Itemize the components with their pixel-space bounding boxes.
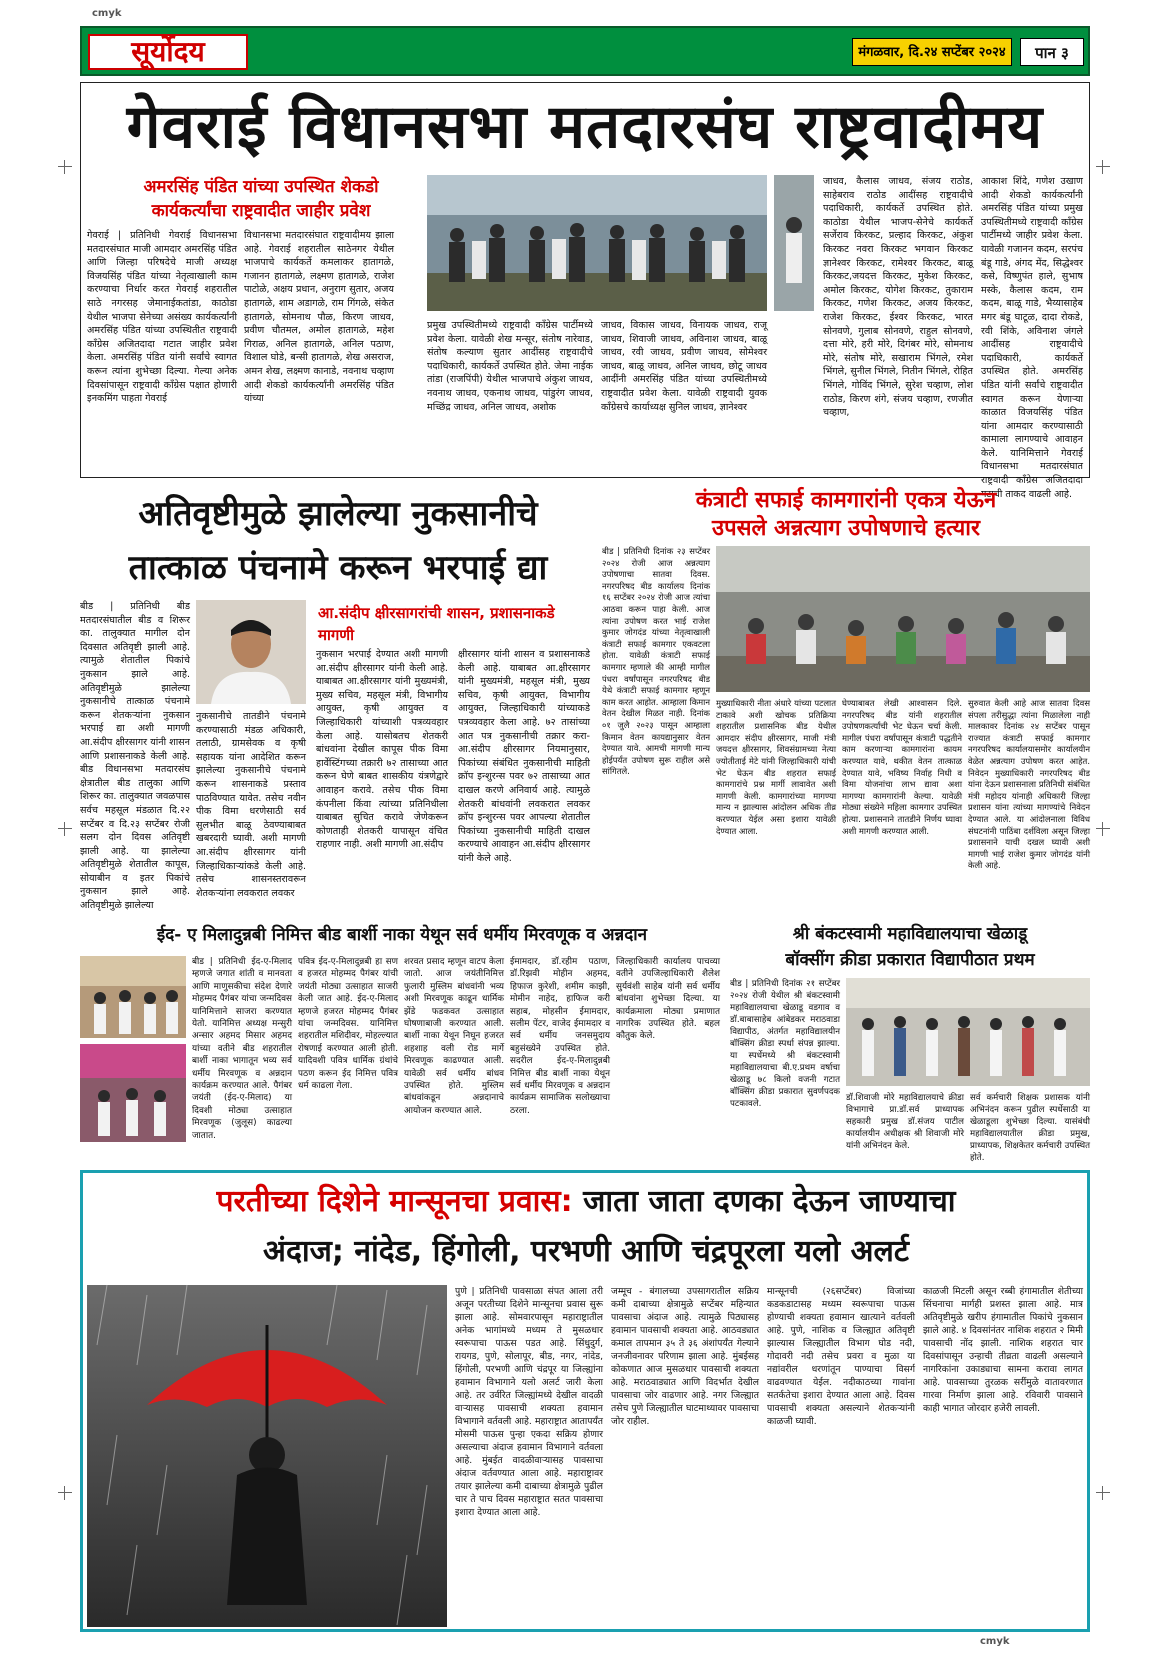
registration-mark-bottom: cmyk — [980, 1636, 1010, 1647]
crop-mark-icon — [1096, 1486, 1110, 1500]
photo-red-umbrella-rain — [87, 1285, 447, 1627]
subhead: आ.संदीप क्षीरसागरांची शासन, प्रशासनाकडे मागणी — [318, 604, 555, 644]
headline-part2: जाता जाता दणका देऊन जाण्याचा — [583, 1184, 956, 1219]
photo-college-felicitation — [846, 978, 1090, 1086]
article-column: शरवत प्रसाद म्हणून वाटप केला जातो. आज जयंतीनिमित्त फुलारी मुस्लिम बांधवांनी भव्य अशी मिरवणूक काढून धार्मिक झेंडे फडकवत उत्साहात घोषणाबाजी करण्यात आली. बार्शी नाका येथून निघून हजरत शहशाह वली रोड मार्गे मिरवणूक काढण्यात आली. यावेळी सर्व धर्मीय बांधव उपस्थित होते. मुस्लिम बांधवांकडून अन्नदानाचे आयोजन करण्यात आले. — [404, 957, 504, 1116]
headline: ईद- ए मिलादुन्नबी निमित्त बीड बार्शी नाका येथून सर्व धर्मीय मिरवणूक व अन्नदान — [156, 925, 648, 945]
photo-eid-1 — [80, 956, 186, 1038]
story-geverai — [80, 82, 1090, 500]
headline-line2: बॉक्सींग क्रीडा प्रकारात विद्यापीठात प्रथम — [785, 950, 1035, 970]
article-column: सर्व कर्मचारी शिक्षक प्रशासक यांनी अभिनंदन करून पुढील स्पर्धेसाठी या खेळाडूला शुभेच्छा दिल्या. यासंबंधी महाविद्यालयातील क्रीडा प्रमुख, प्राध्यापक, शिक्षकेतर कर्मचारी उपस्थित होते. — [970, 1093, 1090, 1163]
story-sanitation-workers — [602, 486, 1090, 914]
headline-line1: अतिवृष्टीमुळे झालेल्या नुकसानीचे — [138, 494, 538, 534]
article-column: पुणे | प्रतिनिधी पावसाळा संपत आला तरी अजून परतीच्या दिशेने मान्सूनचा प्रवास सुरू झाला आहे. सोमवारपासून महाराष्ट्रातील अनेक भागांमध्ये मध्यम ते मुसळधार स्वरूपाचा पाऊस पडत आहे. सिंधुदुर्ग, रायगड, पुणे, सोलापूर, बीड, नगर, नांदेड, हिंगोली, परभणी आणि चंद्रपूर या जिल्ह्यांना हवामान विभागाने यलो अलर्ट जारी केला आहे. तर उर्वरित जिल्ह्यांमध्ये देखील वादळी वाऱ्यासह पावसाची शक्यता हवामान विभागाने वर्तवली आहे. महाराष्ट्रात आतापर्यंत मोसमी पाऊस पुन्हा एकदा सक्रिय होणार असल्याचा अंदाज हवामान विभागाने वर्तवला आहे. मुंबईत वादळीवाऱ्यासह पावसाचा अंदाज वर्तवण्यात आला आहे. महाराष्ट्रावर तयार झालेल्या कमी दाबाच्या क्षेत्रामुळे पुढील चार ते पाच दिवस महाराष्ट्रात सतत पावसाचा इशारा देण्यात आला आहे. — [455, 1286, 603, 1518]
newspaper-logo: सूर्योदय — [88, 34, 248, 70]
headline-line1: श्री बंकटस्वामी महाविद्यालयाचा खेळाडू — [792, 924, 1028, 944]
article-column: आकाश शिंदे, गणेश उखाण आदी शेकडो कार्यकर्त्यांनी अमरसिंह पंडित यांच्या प्रमुख उपस्थितीमध्ये राष्ट्रवादी कॉंग्रेस पार्टीमध्ये जाहीर प्रवेश केला. यावेळी गजानन कदम, सरपंच बंडू गाडे, अंगद मेंद, सिद्धेश्वर कसे, विष्णुपंत हाले, सुभाष मस्के, कैलास कदम, राम कदम, बाळू गाडे, भैय्यासाहेब मगर बंडू घाटूळ, दादा रोकडे, रवी शिंके, अविनाश जंगले आदींसह राष्ट्रवादीचे पदाधिकारी, कार्यकर्ते उपस्थित होते. अमरसिंह पंडित यांनी सर्वांचे राष्ट्रवादीत स्वागत करून येणाऱ्या काळात विजयसिंह पंडित यांना आमदार करण्यासाठी कामाला लागण्याचे आवाहन केले. यानिमित्ताने गेवराई विधानसभा मतदारसंघात राष्ट्रवादी कॉंग्रेस अजितदादा गटाची ताकद वाढली आहे. — [981, 176, 1083, 500]
article-column: जाधव, विकास जाधव, विनायक जाधव, राजू जाधव, शिवाजी जाधव, अविनाश जाधव, बाळू जाधव, रवी जाधव, प्रवीण जाधव, सोमेश्वर जाधव, बाळू जाधव, अनिल जाधव, छोटू जाधव आदींनी अमरसिंह पंडित यांच्या उपस्थितीमध्ये राष्ट्रवादीत प्रवेश केला. यावेळी राष्ट्रवादी युवक कॉंग्रेसचे कार्याध्यक्ष सुनिल जाधव, ज्ञानेश्वर — [601, 320, 767, 413]
photo-mla-sandeep — [196, 600, 306, 704]
article-column: जम्मूच - बंगालच्या उपसागरातील सक्रिय कमी दाबाच्या क्षेत्रामुळे सप्टेंबर महिन्यात पावसाचा अंदाज आहे. त्यामुळे पिठ्यासह हवामान पावसाची शक्यता आहे. आठवड्यात कमाल तापमान ३५ ते ३६ अंशांपर्यंत गेल्याने जनजीवनावर परिणाम झाला आहे. मुंबईसह कोकणात आज मुसळधार पावसाची शक्यता आहे. मराठवाड्यात आणि विदर्भात देखील पावसाचा जोर वाढणार आहे. नगर जिल्ह्यात तसेच पुणे जिल्ह्यातील घाटमाथ्यावर पावसाचा जोर राहील. — [611, 1286, 759, 1427]
story-monsoon-alert — [80, 1170, 1090, 1632]
article-column: विधानसभा मतदारसंघात राष्ट्रवादीमय झाला आहे. गेवराई शहरातील साठेनगर येथील भाजपाचे कार्यकर्ते कमलाकर हातागळे, गजानन हातागळे, लक्ष्मण हातागळे, राजेश पाटोळे, अक्षय प्रधान, अनुराग सुतार, अजय हातागळे, शाम अडागळे, राम गिंगळे, संकेत हातागळे, सोमनाथ पौळ, किरण जाधव, प्रवीण चौतमल, अमोल हातागळे, महेश गिराळ, अनिल हातागळे, अनिल पठाण, विशाल घोडे, बन्सी हातागळे, शेख असराज, अमन शेख, लक्ष्मण कानाडे, नवनाथ चव्हाण आदी शेकडो कार्यकर्त्यांनी अमरसिंह पंडित यांच्या — [244, 230, 394, 405]
article-column: प्रमुख उपस्थितीमध्ये राष्ट्रवादी कॉंग्रेस पार्टीमध्ये प्रवेश केला. यावेळी शेख मन्सूर, संतोष नारेवाड, संतोष कल्याण सुतार आदींसह राष्ट्रवादीचे पदाधिकारी, कार्यकर्ते उपस्थित होते. जेमा नाईक तांडा (राजपिंपी) येथील भाजपाचे अंकुश जाधव, नवनाथ जाधव, एकनाथ जाधव, पांडुरंग जाधव, मच्छिंद्र जाधव, अनिल जाधव, अशोक — [427, 320, 593, 413]
article-column: डॉ.शिवाजी मोरे महाविद्यालयाचे क्रीडा विभागाचे प्रा.डॉ.सर्व प्राध्यापक सहकारी प्रमुख डॉ.संजय पाटील कार्यालयीन अधीक्षक श्री शिवाजी मोरे यांनी अभिनंदन केले. — [846, 1093, 964, 1151]
photo-strip — [774, 175, 814, 311]
headline-part1: परतीच्या दिशेने मान्सूनचा प्रवास: — [216, 1184, 573, 1219]
headline-line1: कंत्राटी सफाई कामगारांनी एकत्र येऊन — [695, 488, 997, 513]
article-column: घेण्याबाबत लेखी आश्वासन दिले. नगरपरिषद बीड यांनी शहरातील उपोषणकर्त्यांची भेट घेऊन चर्चा केली. मागील पंधरा वर्षांपासून कंत्राटी पद्धतीने काम करणाऱ्या कामगारांना कायम करण्यात यावे, थकीत वेतन तात्काळ देण्यात यावे, भविष्य निर्वाह निधी व विमा योजनांचा लाभ द्यावा अशा मागण्या कामगारांनी केल्या. यावेळी मोठ्या संख्येने महिला कामगार उपस्थित होत्या. प्रशासनाने तातडीने निर्णय घ्यावा अशी मागणी करण्यात आली. — [842, 698, 962, 836]
article-column: सुरुवात केली आहे आज सातवा दिवस संपला तरीसुद्धा त्यांना मिळालेला नाही मालकावर दिनांक २४ सप्टेंबर पासून राज्यात कंत्राटी सफाई कामगार नगरपरिषद कार्यालयासमोर कार्यालयीन वेळेत अन्नत्याग उपोषण करत आहेत. निवेदन मुख्याधिकारी नगरपरिषद बीड यांना देऊन प्रशासनाला प्रतिनिधी संबंधित मंत्री महोदय यांनाही अधिकारी जिल्हा प्रशासन यांना त्यांच्या मागण्यांचे निवेदन देण्यात आले. या आंदोलनाला विविध संघटनांनी पाठिंबा दर्शविला असून जिल्हा प्रशासनाने याची दखल घ्यावी अशी मागणी भाई राजेश कुमार जोगदंड यांनी केली आहे. — [968, 698, 1090, 871]
headline: गेवराई विधानसभा मतदारसंघ राष्ट्रवादीमय — [126, 92, 1044, 162]
photo-eid-2 — [80, 1044, 186, 1142]
page-number: पान ३ — [1020, 38, 1084, 66]
headline-line2: तात्काळ पंचनामे करून भरपाई द्या — [128, 548, 548, 588]
subhead-line2: कार्यकर्त्यांचा राष्ट्रवादीत जाहीर प्रवेश — [151, 201, 371, 221]
crop-mark-icon — [58, 1486, 72, 1500]
crop-mark-icon — [1096, 160, 1110, 174]
article-column: बीड | प्रतिनिधी दिनांक २१ सप्टेंबर २०२४ रोजी येथील श्री बंकटस्वामी महाविद्यालयाचा खेळाडू वडगाव व डॉ.बाबासाहेब आंबेडकर मराठवाडा विद्यापीठ, अंतर्गत महाविद्यालयीन बॉक्सिंग क्रीडा स्पर्धा संपन्न झाल्या. या स्पर्धेमध्ये श्री बंकटस्वामी महाविद्यालयाचा बी.ए.प्रथम वर्षाचा खेळाडू ७८ किलो वजनी गटात बॉक्सिंग क्रीडा प्रकारात सुवर्णपदक पटकावले. — [730, 979, 840, 1109]
article-column: ईमामदार, डॉ.रहीम पठाण, डॉ.रिझवी मोहीन अहमद, हिफाज कुरेशी, शमीम काझी, मोमीन नाहेद, हाफिज करी सहाब, मोहसीन ईमामदार, सलीम पेंटर, वाजेद ईमामदार व सर्व धर्मीय जनसमुदाय बहुसंख्येने उपस्थित होते. सदरील ईद-ए-मिलादुन्नबी निमित्त बीड बार्शी नाका येथून सर्व धर्मीय मिरवणूक व अन्नदान कार्यक्रम सामाजिक सलोख्याचा ठरला. — [510, 957, 610, 1116]
photo-hunger-strike — [716, 546, 1090, 692]
registration-mark-top: cmyk — [92, 8, 122, 19]
article-column: बीड | प्रतिनिधी दिनांक २३ सप्टेंबर २०२४ रोजी आज अन्नत्याग उपोषणाचा सातवा दिवस. नगरपरिषद बीड कार्यालय दिनांक १६ सप्टेंबर २०२४ रोजी आज त्यांचा आठवा करून पाहा केली. आज त्यांना उपोषण करत भाई राजेश कुमार जोगदंड यांच्या नेतृत्वाखाली कंत्राटी सफाई कामगार एकवटला होता. यावेळी कंत्राटी सफाई कामगार म्हणाले की आम्ही मागील पंधरा वर्षांपासून नगरपरिषद बीड येथे कंत्राटी सफाई कामगार म्हणून काम करत आहोत. आम्हाला किमान वेतन देखील मिळत नाही. दिनांक ०१ जुलै २०२३ पासून आम्हाला किमान वेतन कायद्यानुसार वेतन देण्यात यावे. आमची मागणी मान्य होईपर्यंत उपोषण सुरू राहील असे सांगितले. — [602, 546, 710, 777]
crop-mark-icon — [58, 822, 72, 836]
article-column: काळजी मिटली असून रब्बी हंगामातील शेतीच्या सिंचनाचा मार्गही प्रशस्त झाला आहे. मात्र अतिवृष्टीमुळे खरीप हंगामातील पिकांचे नुकसान झाले आहे. ४ दिवसांनंतर नाशिक शहरात २ मिमी पावसाची नोंद झाली. नाशिक शहरात चार दिवसांपासून उन्हाची तीव्रता वाढली असल्याने नागरिकांना उकाड्याचा सामना करावा लागत आहे. पावसाच्या तुरळक सरींमुळे वातावरणात गारवा निर्माण झाला आहे. रविवारी पावसाने काही भागात जोरदार हजेरी लावली. — [923, 1286, 1083, 1414]
article-column: मुख्याधिकारी नीता अंधारे यांच्या पटलात टाकावे अशी खोचक प्रतिक्रिया शहरातील प्रशासनिक बीड येथील आमदार संदीप क्षीरसागर, माजी मंत्री जयदत्त क्षीरसागर, शिवसंग्रामच्या नेत्या ज्योतीताई मेटे यांनी जिल्हाधिकारी यांची भेट घेऊन बीड शहरात सफाई कामगारांचे प्रश्न मार्गी लावावेत अशी मागणी केली. कामगारांच्या मागण्या मान्य न झाल्यास आंदोलन अधिक तीव्र करण्यात येईल असा इशारा यावेळी देण्यात आला. — [716, 698, 836, 836]
photo-party-workers — [427, 175, 767, 311]
subhead-line1: अमरसिंह पंडित यांच्या उपस्थित शेकडो — [143, 177, 379, 197]
issue-date: मंगळवार, दि.२४ सप्टेंबर २०२४ — [852, 38, 1012, 66]
article-column: नुकसान भरपाई देण्यात अशी मागणी आ.संदीप क्षीरसागर यांनी केली आहे. याबाबत आ.क्षीरसागर यांनी मुख्यमंत्री, मुख्य सचिव, महसूल मंत्री, विभागीय आयुक्त, कृषी आयुक्त व जिल्हाधिकारी यांच्याशी पत्रव्यवहार केला आहे. यासोबतच शेतकरी बांधवांना देखील कापूस पीक विमा हार्वेस्टिंगच्या तक्रारी ७२ तासाच्या आत करून घेणे बाबत शासकीय यंत्रणेद्वारे आवाहन करावे. तसेच पीक विमा कंपनीला किंवा त्यांच्या प्रतिनिधीला याबाबत सुचित करावे जेणेकरून कोणताही शेतकरी यापासून वंचित राहणार नाही. अशी मागणी आ.संदीप — [316, 649, 448, 851]
article-column: पवित्र ईद-ए-मिलादुन्नबी हा सण व हजरत मोहम्मद पैगंबर यांची जयंती मोठ्या उत्साहात साजरी केली जात आहे. ईद-ए-मिलाद म्हणजे हजरत मोहम्मद पैगंबर यांचा जन्मदिवस. यानिमित्त शहरातील मशिदीवर, मोहल्ल्यात रोषणाई करण्यात आली होती. यादिवशी पवित्र धार्मिक ग्रंथांचे पठण करून ईद निमित्त पवित्र धर्म काढला गेला. — [298, 957, 398, 1092]
crop-mark-icon — [58, 160, 72, 174]
article-column: नुकसानीचे तातडीने पंचनामे करण्यासाठी मंडळ अधिकारी, तलाठी, ग्रामसेवक व कृषी सहायक यांना आदेशित करून झालेल्या नुकसानीचे पंचनामे करून शासनाकडे प्रस्ताव पाठविण्यात यावेत. तसेच नवीन पीक विमा धरणेसाठी सर्व सुलभीत बाळू ठेवण्याबाबत खबरदारी घ्यावी. अशी मागणी आ.संदीप क्षीरसागर यांनी जिल्हाधिकाऱ्यांकडे केली आहे. तसेच शासनस्तरावरून शेतकऱ्यांना लवकरात लवकर — [196, 711, 306, 899]
masthead — [80, 26, 1090, 76]
article-column: बीड | प्रतिनिधी बीड मतदारसंघातील बीड व शिरूर का. तालुक्यात मागील दोन दिवसात अतिवृष्टी झाली आहे. त्यामुळे शेतातील पिकांचे नुकसान झाले आहे. अतिवृष्टीमुळे झालेल्या नुकसानीचे तात्काळ पंचनामे करून शेतकऱ्यांना नुकसान भरपाई द्या अशी मागणी आ.संदीप क्षीरसागर यांनी शासन आणि प्रशासनाकडे केली आहे. बीड विधानसभा मतदारसंघ क्षेत्रातील बीड तालुका आणि शिरूर का. तालुक्यात जवळपास सर्वच महसूल मंडळात दि.२२ सप्टेंबर व दि.२३ सप्टेंबर रोजी सलग दोन दिवस अतिवृष्टी झाली आहे. या झालेल्या अतिवृष्टीमुळे शेतातील कापूस, सोयाबीन व इतर पिकांचे नुकसान झाले आहे. अतिवृष्टीमुळे झालेल्या — [80, 601, 190, 912]
article-column: मान्सूनची (२६सप्टेंबर) विजांच्या कडकडाटासह मध्यम स्वरूपाचा पाऊस होण्याची शक्यता हवामान खात्याने वर्तवली आहे. पुणे, नाशिक व जिल्ह्यात अतिवृष्टी झाल्यास जिल्ह्यातील विभाग घोड नदी, गोदावरी नदी तसेच प्रवरा व मुळा या नद्यांवरील धरणांतून पाण्याचा विसर्ग वाढवण्यात येईल. नदीकाठच्या गावांना सतर्कतेचा इशारा देण्यात आला आहे. दिवस पावसाची शक्यता असल्याने शेतकऱ्यांनी काळजी घ्यावी. — [767, 1286, 915, 1427]
article-column: बीड | प्रतिनिधी ईद-ए-मिलाद म्हणजे जगात शांती व मानवता आणि माणुसकीचा संदेश देणारे मोहम्मद पैगंबर यांचा जन्मदिवस यानिमित्ताने साजरा करण्यात येतो. यानिमित्त अध्यक्ष मन्सुरी अन्सार अहमद मिसार अहमद यांच्या वतीने बीड शहरातील बार्शी नाका भागातून भव्य सर्व धर्मीय मिरवणूक व अन्नदान कार्यक्रम करण्यात आले. पैगंबर जयंती (ईद-ए-मिलाद) या दिवशी मोठ्या उत्साहात मिरवणूक (जुलूस) काढल्या जातात. — [192, 957, 292, 1141]
article-column: क्षीरसागर यांनी शासन व प्रशासनाकडे केली आहे. याबाबत आ.क्षीरसागर यांनी मुख्यमंत्री, महसूल मंत्री, मुख्य सचिव, कृषी आयुक्त, विभागीय आयुक्त, जिल्हाधिकारी यांच्याकडे पत्रव्यवहार केला आहे. ७२ तासांच्या आत पत्र नुकसानीची तक्रार करा-आ.संदीप क्षीरसागर नियमानुसार, पिकांच्या संबंधित नुकसानीची माहिती क्रॉप इन्शुरन्स पवर ७२ तासाच्या आत दाखल करणे अनिवार्य आहे. त्यामुळे शेतकरी बांधवांनी लवकरात लवकर क्रॉप इन्शुरन्स पवर आपल्या शेतातील पिकांच्या नुकसानीची माहिती दाखल करण्याचे आवाहन आ.संदीप क्षीरसागर यांनी केले आहे. — [458, 649, 590, 864]
crop-mark-icon — [1096, 822, 1110, 836]
headline-line2: अंदाज; नांदेड, हिंगोली, परभणी आणि चंद्रपूरला यलो अलर्ट — [263, 1234, 909, 1269]
article-column: गेवराई | प्रतिनिधी गेवराई विधानसभा मतदारसंघात माजी आमदार अमरसिंह पंडित आणि जिल्हा परिषदेचे माजी अध्यक्ष विजयसिंह पंडित यांच्या नेतृत्वाखाली काम करण्याचा निर्धार करत गेवराई शहरातील साठे नगरसह जेमानाईकतांडा, काठोडा येथील भाजपा सेनेच्या असंख्य कार्यकर्त्यांनी अमरसिंह पंडित यांच्या उपस्थितीत राष्ट्रवादी काँग्रेस अजितदादा गटात जाहीर प्रवेश केला. अमरसिंह पंडित यांनी सर्वांचे स्वागत करून त्यांना शुभेच्छा दिल्या. गेल्या अनेक दिवसांपासून राष्ट्रवादी कॉंग्रेस पक्षात होणारी इनकमिंग पाहता गेवराई — [87, 230, 237, 405]
article-column: जिल्हाधिकारी कार्यालय पाचव्या वतीने उपजिल्हाधिकारी शैलेश सुर्यवंशी साहेब यांनी सर्व धर्मीय बांधवांना शुभेच्छा दिल्या. या कार्यक्रमाला मोठ्या प्रमाणात नागरिक उपस्थित होते. बहल कौतुक केले. — [616, 957, 720, 1042]
headline-line1 — [91, 1177, 1081, 1227]
headline-line2: उपसले अन्नत्याग उपोषणाचे हत्यार — [712, 516, 980, 541]
article-column: जाधव, कैलास जाधव, संजय राठोड, साहेबराव राठोड आदींसह राष्ट्रवादीचे पदाधिकारी, कार्यकर्ते उपस्थित होते. काठोडा येथील भाजप-सेनेचे कार्यकर्ते सर्जेराव किरकट, प्रल्हाद किरकट, अंकुश किरकट नवरा किरकट भगवान किरकट ज्ञानेश्वर किरकट, रामेश्वर किरकट, बाळू किरकट,जयदत्त किरकट, मुकेश किरकट, अमोल किरकट, योगेश किरकट, तुकाराम किरकट, गणेश किरकट, अजय किरकट, राजेश किरकट, ईश्वर किरकट, भारत सोनवणे, गुलाब सोनवणे, राहुल सोनवणे, दत्ता मोरे, हरी मोरे, दिगंबर मोरे, सोमनाथ मोरे, संतोष मोरे, सखाराम भिंगले, रमेश भिंगले, सुनील भिंगले, नितीन भिंगले, रोहित भिंगले, गोविंद भिंगले, सुरेश चव्हाण, लोश राठोड, किरण शंगे, संजय चव्हाण, रणजीत चव्हाण, — [823, 176, 973, 419]
story-heavy-rain-loss — [80, 486, 596, 914]
story-eid-procession — [80, 920, 724, 1164]
story-boxing-champion — [730, 920, 1090, 1164]
